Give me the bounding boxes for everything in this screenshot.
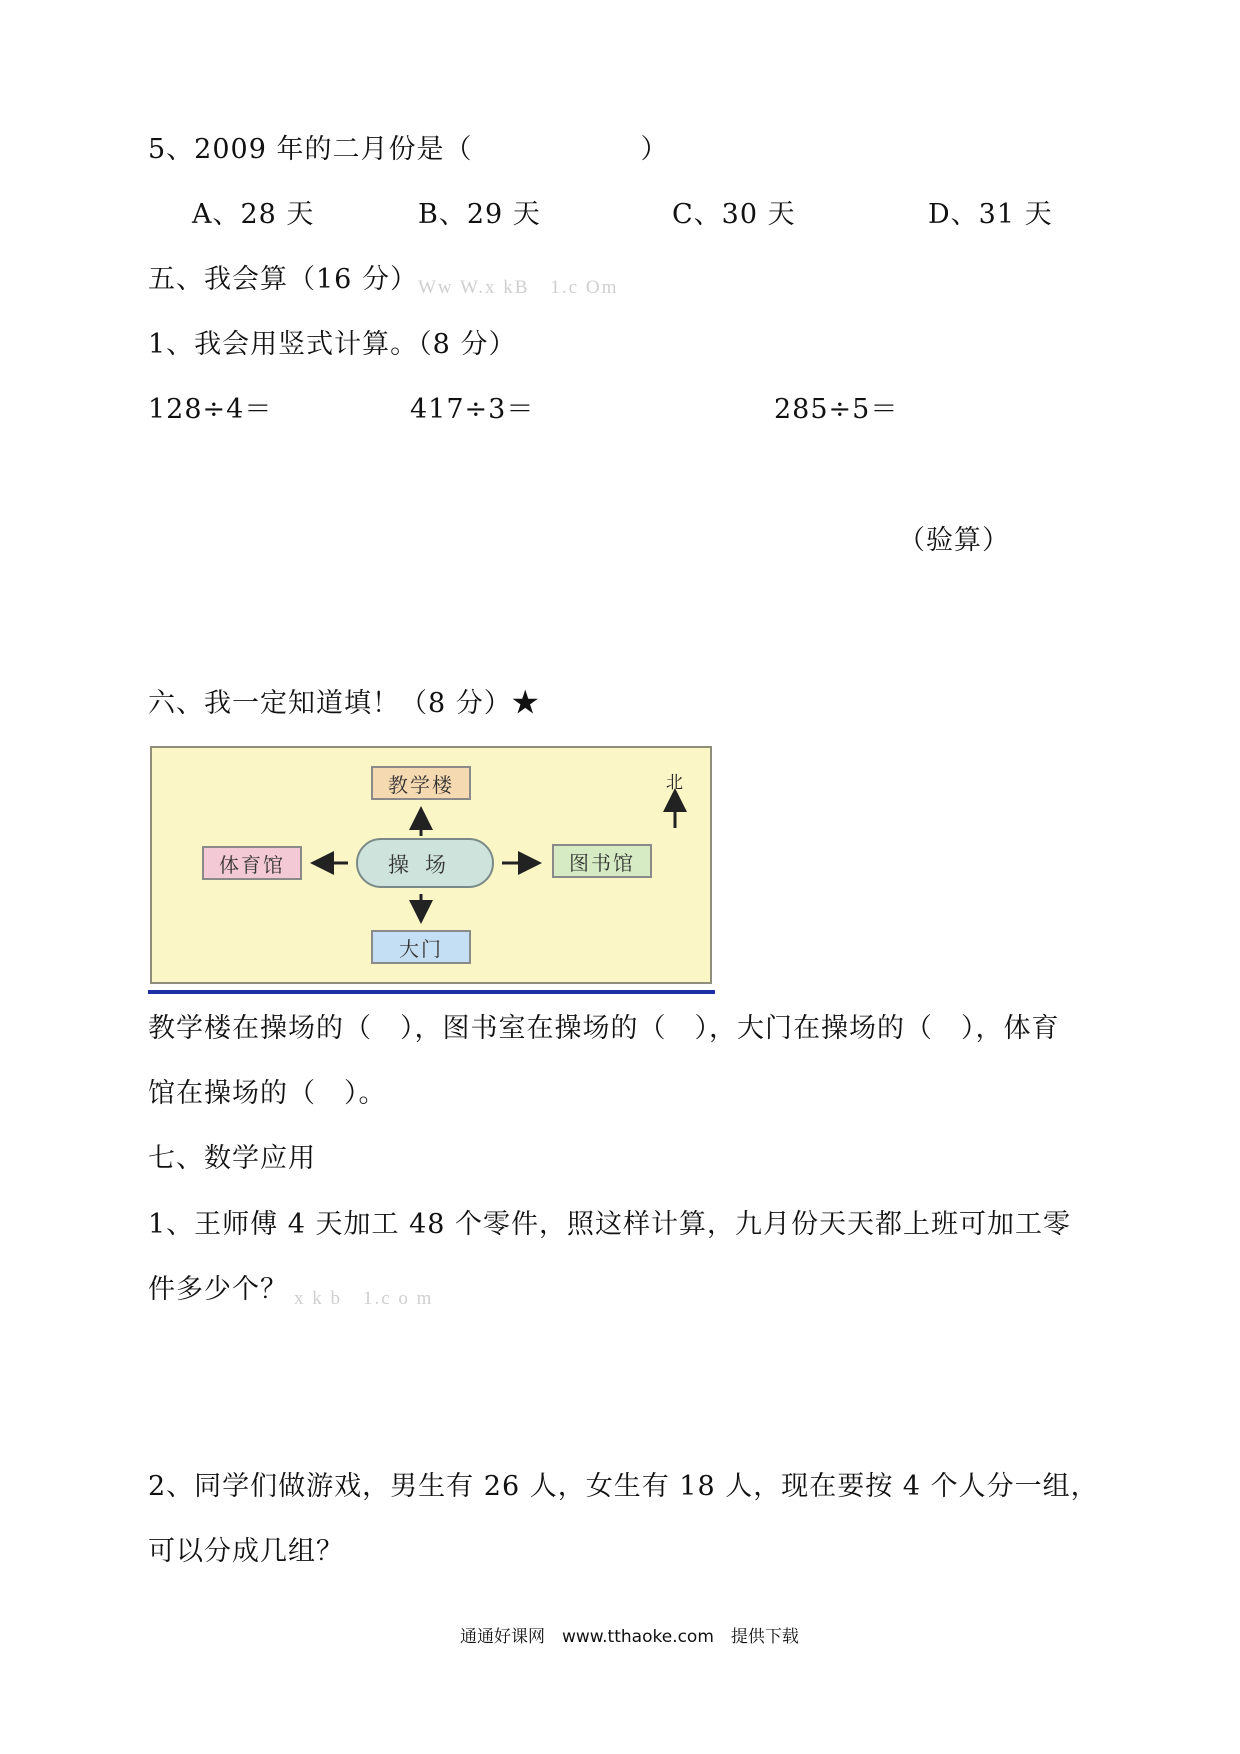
section-6-title: 六、我一定知道填！（8 分）★ [148, 688, 540, 719]
problem-2-line-1: 2、同学们做游戏，男生有 26 人，女生有 18 人，现在要按 4 个人分一组， [148, 1471, 1099, 1502]
watermark-text-2: x k b 1.c o m [294, 1288, 434, 1309]
check-label: （验算） [898, 525, 1010, 556]
playground-oval: 操场 [356, 838, 494, 888]
footer-credit: 通通好课网 www.tthaoke.com 提供下载 [460, 1627, 799, 1647]
option-d: D、31 天 [928, 199, 1053, 230]
question-5: 5、2009 年的二月份是（ ） [148, 134, 669, 165]
expression-2: 417÷3＝ [410, 394, 535, 425]
library-box: 图书馆 [552, 844, 652, 878]
problem-1-line-1: 1、王师傅 4 天加工 48 个零件，照这样计算，九月份天天都上班可加工零 [148, 1209, 1072, 1240]
problem-1-line-2: 件多少个？ [148, 1274, 288, 1305]
option-c: C、30 天 [672, 199, 796, 230]
problem-2-line-2: 可以分成几组？ [148, 1536, 344, 1567]
option-a: A、28 天 [192, 199, 315, 230]
expression-1: 128÷4＝ [148, 394, 273, 425]
gate-box: 大门 [371, 930, 471, 964]
north-label: 北 [666, 773, 683, 793]
diagram-underline [148, 990, 715, 994]
fill-in-line-1: 教学楼在操场的（ ），图书室在操场的（ ），大门在操场的（ ），体育 [148, 1013, 1060, 1044]
section-5-title: 五、我会算（16 分） [148, 264, 418, 295]
option-b: B、29 天 [418, 199, 541, 230]
teaching-building-box: 教学楼 [371, 766, 471, 800]
subquestion-vertical-calc: 1、我会用竖式计算。（8 分） [148, 329, 517, 360]
fill-in-line-2: 馆在操场的（ ）。 [148, 1078, 387, 1109]
direction-map [150, 746, 712, 984]
section-7-title: 七、数学应用 [148, 1143, 316, 1174]
gym-box: 体育馆 [202, 846, 302, 880]
watermark-text: Ww W.x kB 1.c Om [418, 277, 619, 298]
expression-3: 285÷5＝ [774, 394, 899, 425]
